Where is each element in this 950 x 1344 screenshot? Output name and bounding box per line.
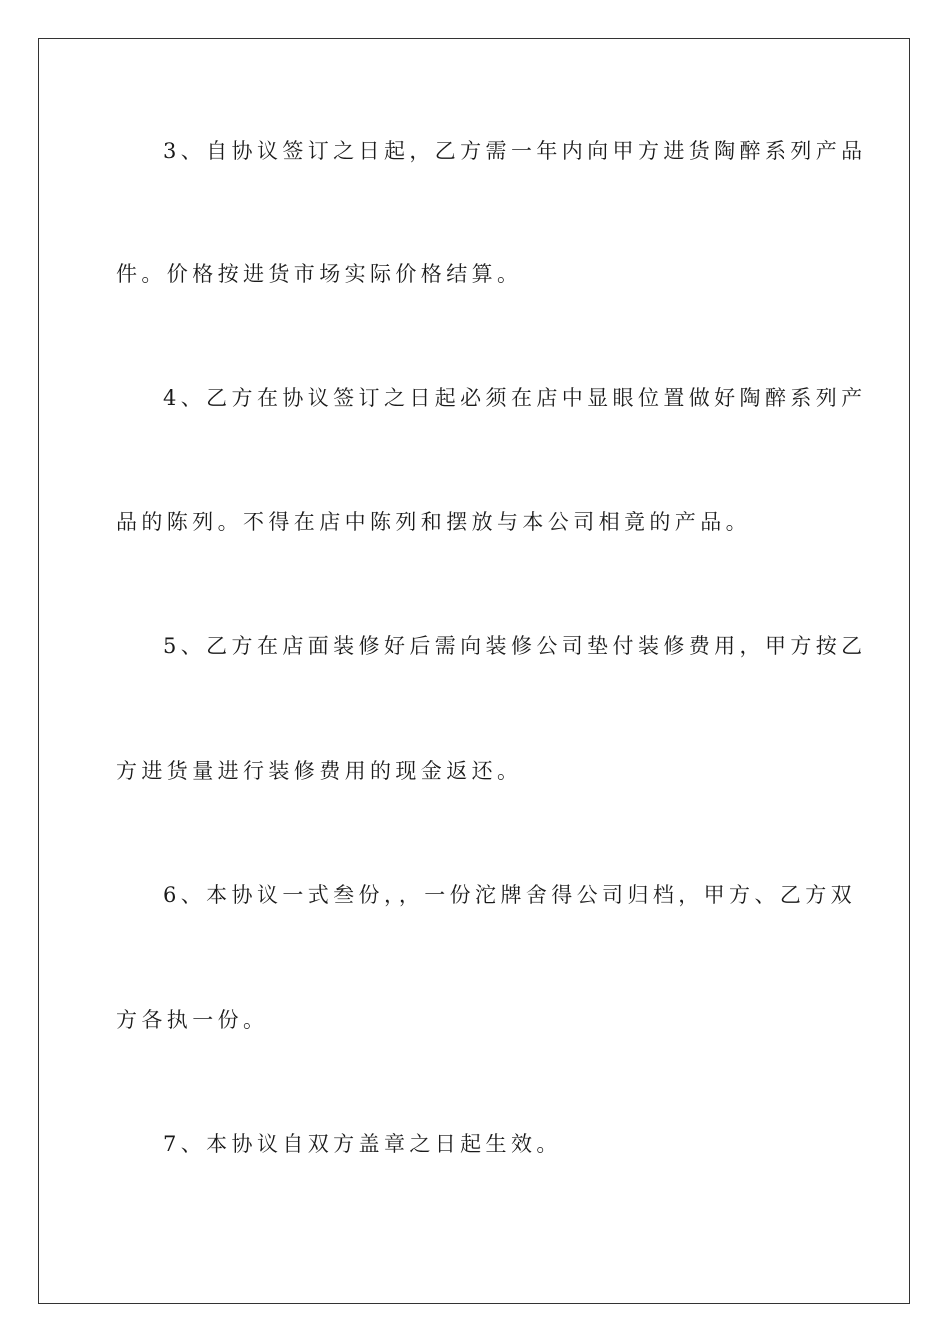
clause-6-line-2: 方各执一份。	[116, 1008, 269, 1032]
clause-3-line-2: 件。价格按进货市场实际价格结算。	[116, 262, 523, 286]
clause-5-line-2: 方进货量进行装修费用的现金返还。	[116, 759, 523, 783]
page-frame	[38, 38, 910, 1304]
clause-5-line-1: 5、乙方在店面装修好后需向装修公司垫付装修费用，甲方按乙	[163, 634, 867, 658]
clause-4-line-2: 品的陈列。不得在店中陈列和摆放与本公司相竟的产品。	[116, 510, 751, 534]
clause-4-line-1: 4、乙方在协议签订之日起必须在店中显眼位置做好陶醉系列产	[163, 386, 867, 410]
clause-3-line-1: 3、自协议签订之日起，乙方需一年内向甲方进货陶醉系列产品	[163, 139, 867, 163]
clause-6-line-1: 6、本协议一式叁份，，一份沱牌舍得公司归档，甲方、乙方双	[163, 883, 857, 907]
clause-7-line-1: 7、本协议自双方盖章之日起生效。	[163, 1132, 562, 1156]
